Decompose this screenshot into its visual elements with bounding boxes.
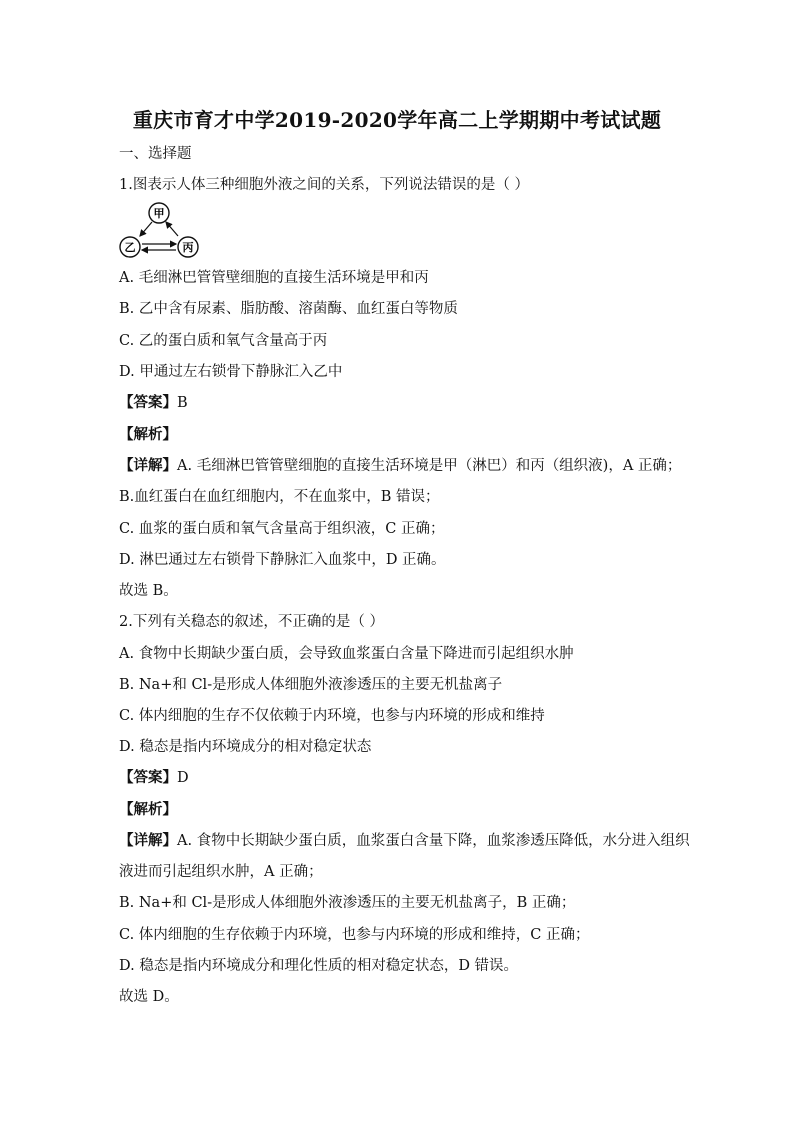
- node-jia-label: 甲: [153, 207, 165, 220]
- q2-option-b: B. Na+和 Cl-是形成人体细胞外液渗透压的主要无机盐离子: [119, 677, 503, 693]
- page-title: 重庆市育才中学2019-2020学年高二上学期期中考试试题: [132, 108, 662, 132]
- q1-detail-line: C. 血浆的蛋白质和氧气含量高于组织液，C 正确；: [119, 521, 445, 537]
- body-fluid-diagram: [116, 200, 202, 262]
- q1-detail-line: B.血红蛋白在血红细胞内，不在血浆中，B 错误；: [119, 489, 440, 505]
- detail-text: A. 毛细淋巴管管壁细胞的直接生活环境是甲（淋巴）和丙（组织液)，A 正确；: [177, 458, 682, 474]
- question-2-stem: 2.下列有关稳态的叙述，不正确的是（ ）: [119, 614, 384, 630]
- q2-analysis-label: 【解析】: [119, 801, 177, 818]
- node-bing-label: 丙: [182, 241, 194, 254]
- section-heading: 一、选择题: [119, 146, 192, 162]
- detail-text: A. 食物中长期缺少蛋白质，血浆蛋白含量下降，血浆渗透压降低，水分进入组织: [177, 833, 690, 849]
- q2-detail-line: 液进而引起组织水肿，A 正确；: [119, 864, 323, 880]
- answer-value: B: [177, 395, 188, 411]
- answer-label: 【答案】: [119, 769, 177, 786]
- arrow-bing-to-jia: [166, 222, 178, 236]
- q1-option-a: A. 毛细淋巴管管壁细胞的直接生活环境是甲和丙: [119, 270, 429, 286]
- q1-answer: [119, 393, 188, 413]
- q1-option-b: B. 乙中含有尿素、脂肪酸、溶菌酶、血红蛋白等物质: [119, 301, 458, 317]
- q2-option-c: C. 体内细胞的生存不仅依赖于内环境，也参与内环境的形成和维持: [119, 708, 545, 724]
- q2-detail-line: D. 稳态是指内环境成分和理化性质的相对稳定状态，D 错误。: [119, 958, 519, 974]
- answer-value: D: [177, 770, 189, 786]
- q2-detail-line: [119, 831, 690, 851]
- q2-conclusion: 故选 D。: [119, 989, 179, 1005]
- q2-option-a: A. 食物中长期缺少蛋白质，会导致血浆蛋白含量下降进而引起组织水肿: [119, 646, 574, 662]
- q1-option-c: C. 乙的蛋白质和氧气含量高于丙: [119, 333, 328, 349]
- q1-analysis-label: 【解析】: [119, 426, 177, 443]
- q2-detail-line: C. 体内细胞的生存依赖于内环境，也参与内环境的形成和维持，C 正确；: [119, 927, 590, 943]
- answer-label: 【答案】: [119, 394, 177, 411]
- q2-detail-line: B. Na+和 Cl-是形成人体细胞外液渗透压的主要无机盐离子，B 正确；: [119, 895, 576, 911]
- detail-label: 【详解】: [119, 832, 177, 849]
- q1-detail-line: [119, 456, 681, 476]
- q1-option-d: D. 甲通过左右锁骨下静脉汇入乙中: [119, 364, 343, 380]
- q1-detail-line: D. 淋巴通过左右锁骨下静脉汇入血浆中，D 正确。: [119, 552, 446, 568]
- question-1-stem: 1.图表示人体三种细胞外液之间的关系，下列说法错误的是（ ）: [119, 177, 529, 193]
- q2-option-d: D. 稳态是指内环境成分的相对稳定状态: [119, 739, 372, 755]
- detail-label: 【详解】: [119, 457, 177, 474]
- arrow-jia-to-yi: [140, 222, 152, 236]
- q1-conclusion: 故选 B。: [119, 583, 178, 599]
- q2-answer: [119, 768, 189, 788]
- node-yi-label: 乙: [124, 241, 136, 254]
